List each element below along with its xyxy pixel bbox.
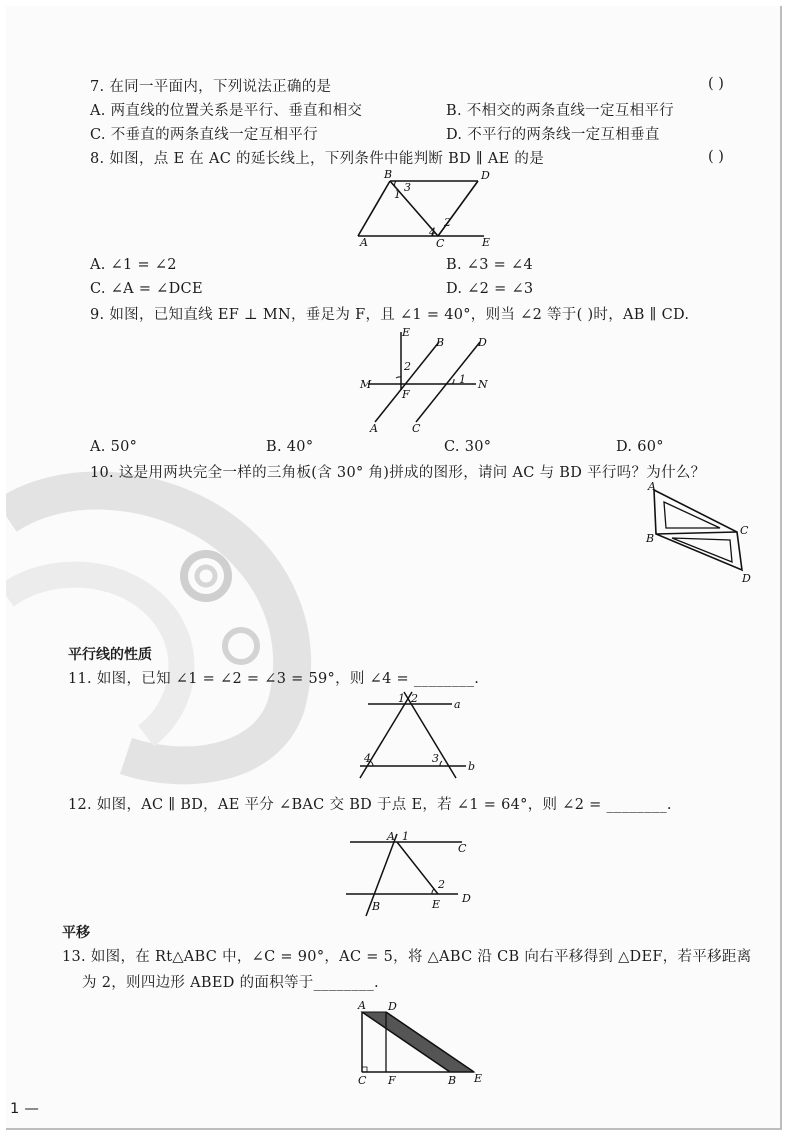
q9-label-M: M	[360, 378, 372, 391]
q11-angle-2: 2	[411, 692, 418, 705]
q7-answer-paren[interactable]: ( )	[708, 76, 724, 92]
q13-label-F: F	[388, 1074, 396, 1087]
q7-option-c: C. 不垂直的两条直线一定互相平行	[90, 127, 318, 143]
q11-label-b: b	[468, 760, 476, 773]
q13-label-C: C	[358, 1074, 367, 1087]
q9-angle-1: 1	[459, 373, 466, 386]
decorative-swirl-watermark	[6, 476, 336, 776]
q10-figure	[642, 480, 762, 585]
q11-angle-1: 1	[398, 692, 405, 705]
q8-stem: 8. 如图，点 E 在 AC 的延长线上，下列条件中能判断 BD ∥ AE 的是	[90, 151, 544, 167]
q11-label-a: a	[454, 698, 461, 711]
q8-label-B: B	[384, 168, 393, 181]
q9-option-b: B. 40°	[266, 439, 314, 455]
q11-angle-3: 3	[432, 752, 439, 765]
q8-angle-3: 3	[404, 181, 411, 194]
q12-angle-2: 2	[438, 878, 445, 891]
q11-angle-4: 4	[364, 752, 371, 765]
q9-figure	[356, 322, 496, 435]
q9-option-a: A. 50°	[90, 439, 138, 455]
q9-label-C: C	[412, 422, 421, 435]
q13-label-E: E	[474, 1072, 483, 1085]
q10-label-D: D	[742, 572, 751, 585]
q8-label-A: A	[360, 236, 368, 249]
q13-stem-line1: 13. 如图，在 Rt△ABC 中，∠C = 90°，AC = 5，将 △ABC 沿 CB 向右平移得到 △DEF，若平移距离	[62, 949, 752, 965]
q13-label-D: D	[388, 1000, 397, 1013]
section-title-translation: 平移	[62, 925, 90, 941]
q10-label-B: B	[646, 532, 655, 545]
q8-angle-4: 4	[429, 226, 436, 239]
q9-angle-2: 2	[404, 360, 411, 373]
q11-figure	[356, 688, 486, 780]
q9-label-D: D	[478, 336, 487, 349]
q9-label-N: N	[478, 378, 488, 391]
q10-stem: 10. 这是用两块完全一样的三角板(含 30° 角)拼成的图形，请问 AC 与 BD 平行吗？为什么？	[90, 465, 706, 481]
q9-option-d: D. 60°	[616, 439, 664, 455]
q9-label-F: F	[402, 388, 410, 401]
q10-label-C: C	[740, 524, 749, 537]
q8-answer-paren[interactable]: ( )	[708, 149, 724, 165]
q8-option-b: B. ∠3 = ∠4	[446, 257, 533, 273]
q9-label-B: B	[436, 336, 445, 349]
q12-stem: 12. 如图，AC ∥ BD，AE 平分 ∠BAC 交 BD 于点 E，若 ∠1 = 64°，则 ∠2 = ________.	[68, 797, 672, 813]
q13-figure	[350, 1000, 490, 1086]
q8-option-c: C. ∠A = ∠DCE	[90, 281, 203, 297]
q8-label-D: D	[481, 169, 490, 182]
q12-figure	[342, 822, 482, 922]
q7-stem: 7. 在同一平面内，下列说法正确的是	[90, 79, 332, 95]
q7-option-a: A. 两直线的位置关系是平行、垂直和相交	[90, 103, 363, 119]
worksheet-page	[6, 6, 782, 1130]
q8-figure	[346, 166, 516, 248]
q13-label-B: B	[448, 1074, 457, 1087]
q12-angle-1: 1	[402, 830, 409, 843]
q12-label-A: A	[387, 830, 395, 843]
q9-label-E: E	[402, 326, 411, 339]
q9-option-c: C. 30°	[444, 439, 492, 455]
q9-stem: 9. 如图，已知直线 EF ⊥ MN，垂足为 F，且 ∠1 = 40°，则当 ∠2 等于( )时，AB ∥ CD.	[90, 307, 690, 323]
q13-label-A: A	[358, 999, 366, 1012]
q7-option-b: B. 不相交的两条直线一定互相平行	[446, 103, 674, 119]
section-title-parallel-properties: 平行线的性质	[68, 647, 152, 663]
q13-stem-line2: 为 2，则四边形 ABED 的面积等于________.	[82, 975, 379, 991]
q8-angle-1: 1	[394, 188, 401, 201]
q8-option-a: A. ∠1 = ∠2	[90, 257, 177, 273]
q12-label-B: B	[372, 900, 381, 913]
q12-label-C: C	[458, 842, 467, 855]
page-number: 1 —	[10, 1101, 40, 1117]
q11-stem: 11. 如图，已知 ∠1 = ∠2 = ∠3 = 59°，则 ∠4 = ________.	[68, 671, 480, 687]
q9-label-A: A	[370, 422, 378, 435]
q12-label-D: D	[462, 892, 471, 905]
q10-label-A: A	[648, 480, 656, 493]
q12-label-E: E	[432, 898, 441, 911]
q8-option-d: D. ∠2 = ∠3	[446, 281, 534, 297]
q8-angle-2: 2	[444, 216, 451, 229]
q8-label-E: E	[482, 236, 491, 249]
q7-option-d: D. 不平行的两条线一定互相垂直	[446, 127, 660, 143]
q8-label-C: C	[436, 237, 445, 250]
